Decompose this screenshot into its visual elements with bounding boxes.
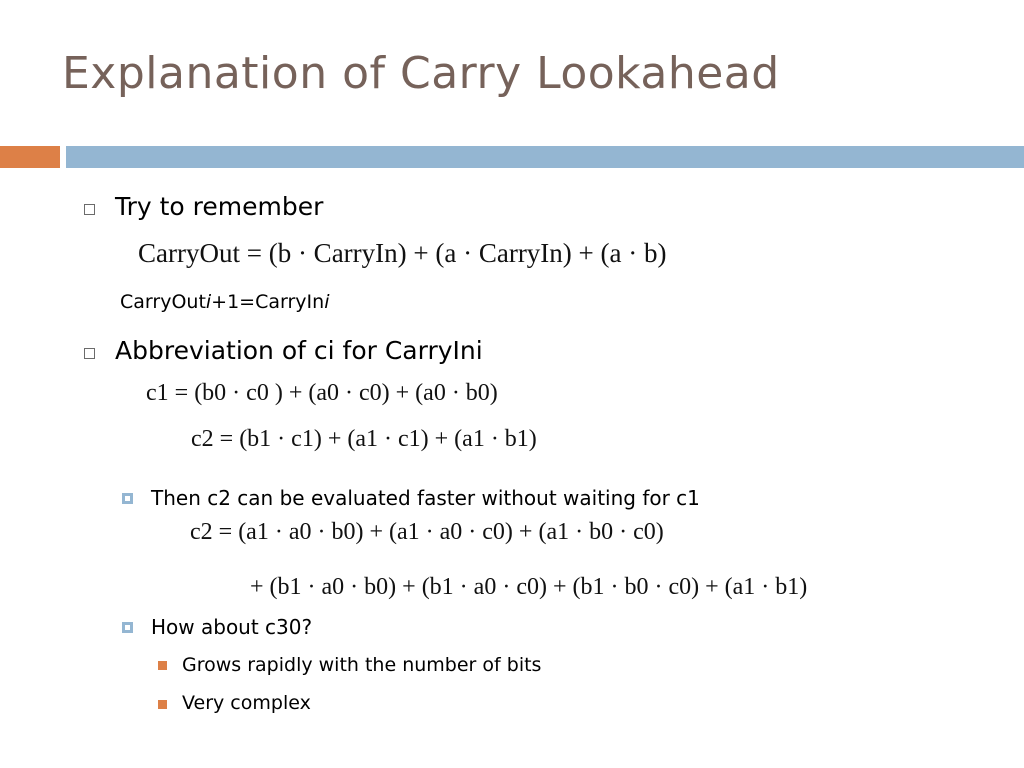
bullet-marker [84, 348, 95, 359]
formula-c2: c2 = (b1 · c1) + (a1 · c1) + (a1 · b1) [191, 426, 537, 452]
formula-carryout: CarryOut = (b · CarryIn) + (a · CarryIn) + (a · b) [138, 238, 667, 268]
bullet-try-to-remember: Try to remember [115, 192, 324, 221]
accent-bar-orange [0, 146, 60, 168]
bullet-marker [84, 204, 95, 215]
sub-sub-bullet-marker [158, 661, 167, 670]
sub-sub-bullet-grows-rapidly: Grows rapidly with the number of bits [182, 654, 542, 676]
slide-title: Explanation of Carry Lookahead [62, 48, 780, 99]
sub-bullet-evaluate-faster: Then c2 can be evaluated faster without waiting for c1 [151, 486, 700, 510]
note-part-i-2: i [324, 291, 330, 313]
formula-c1: c1 = (b0 · c0 ) + (a0 · c0) + (a0 · b0) [146, 380, 498, 406]
note-part-i: i [205, 291, 212, 313]
sub-bullet-c30: How about c30? [151, 615, 313, 639]
formula-c2-expanded-line1: c2 = (a1 · a0 · b0) + (a1 · a0 · c0) + (a1 · b0 · c0) [190, 519, 664, 545]
sub-sub-bullet-very-complex: Very complex [182, 692, 311, 714]
bullet-abbreviation: Abbreviation of ci for CarryIni [115, 336, 483, 365]
note-part-carryin: +1=CarryIn [211, 291, 325, 313]
accent-bar-blue [66, 146, 1024, 168]
sub-bullet-marker [122, 622, 133, 633]
sub-bullet-marker [122, 493, 133, 504]
note-part-carryout: CarryOut [120, 291, 206, 313]
sub-sub-bullet-marker [158, 700, 167, 709]
note-carry-relation [120, 291, 329, 313]
formula-c2-expanded-line2: + (b1 · a0 · b0) + (b1 · a0 · c0) + (b1 · b0 · c0) + (a1 · b1) [250, 574, 808, 600]
